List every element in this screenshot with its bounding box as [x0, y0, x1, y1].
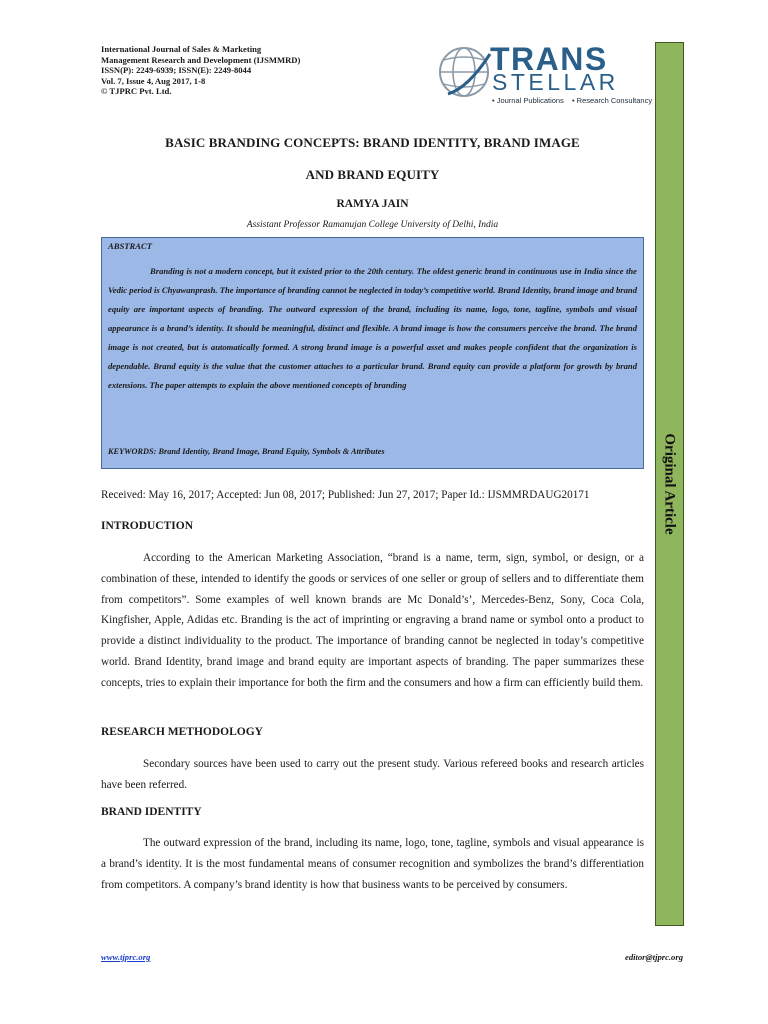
section-heading-methodology: RESEARCH METHODOLOGY: [101, 726, 263, 738]
globe-icon: [438, 44, 492, 102]
logo-tagline-research: • Research Consultancy: [571, 96, 653, 105]
section-heading-brand-identity: BRAND IDENTITY: [101, 806, 202, 818]
logo-tagline-journal: • Journal Publications: [492, 96, 564, 105]
article-type-label: Original Article: [661, 433, 678, 535]
logo-word-trans: TRANS: [490, 41, 608, 77]
section-text-introduction: According to the American Marketing Association, “brand is a name, term, sign, symbol, or design, or a combination of these, intended to identify the goods or services of one seller or group of sellers and to differentiate them from competitors”. Some examples of well known brands are Mc Donald’s’, Mercedes-Benz, Sony, Coca Cola, Kingfisher, Apple, Adidas etc. Branding is the act of imprinting or engraving a brand name or symbol onto a product to provide a distinct individuality to the product. The importance of branding cannot be neglected in today’s competitive world. Brand Identity, brand image and brand equity are important aspects of branding. The paper summarizes these concepts, tries to explain their importance for both the firm and the consumers and how a firm can efficiently build them.: [101, 552, 644, 689]
journal-info-line: International Journal of Sales & Marketing: [101, 44, 262, 54]
author-name: RAMYA JAIN: [336, 198, 409, 210]
transstellar-logo: [438, 41, 653, 108]
journal-info-line: Management Research and Development (IJSMMRD): [101, 54, 301, 65]
section-text-brand-identity: The outward expression of the brand, including its name, logo, tone, tagline, symbols and visual appearance is a brand’s identity. It is the most fundamental means of consumer recognition and symbolizes the brand’s differentiation from competitors. A company’s brand identity is how that business wants to be perceived by consumers.: [101, 837, 644, 891]
section-text-methodology: Secondary sources have been used to carry out the present study. Various refereed books and research articles have been referred.: [101, 758, 644, 791]
logo-tagline: [492, 96, 652, 105]
journal-info-line: ISSN(P): 2249-6939; ISSN(E): 2249-8044: [101, 65, 252, 76]
section-heading-introduction: INTRODUCTION: [101, 520, 194, 532]
footer-email: editor@tjprc.org: [625, 952, 683, 962]
abstract-heading: ABSTRACT: [108, 241, 152, 251]
keywords: KEYWORDS: Brand Identity, Brand Image, Brand Equity, Symbols & Attributes: [108, 447, 385, 456]
abstract-text: Branding is not a modern concept, but it existed prior to the 20th century. The oldest generic brand in continuous use in India since the Vedic period is Chyawanprash. The importance of branding cannot be neglected in today’s competitive world. Brand Identity, brand image and brand equity are important aspects of branding. The outward expression of the brand, including its name, logo, tone, tagline, symbols and visual appearance is a brand’s identity. It should be meaningful, distinct and flexible. A brand image is how the consumers perceive the brand. The brand image is not created, but is automatically formed. A strong brand image is a powerful asset and makes people confident that the organization is dependable. Brand equity is the value that the customer attaches to a particular brand. Brand equity can provide a platform for growth by brand extensions. The paper attempts to explain the above mentioned concepts of branding: [108, 266, 637, 390]
paper-title-line-1: BASIC BRANDING CONCEPTS: BRAND IDENTITY, BRAND IMAGE: [165, 135, 580, 150]
abstract-box: [101, 237, 644, 469]
footer-website-link[interactable]: www.tjprc.org: [101, 952, 151, 962]
author-affiliation: Assistant Professor Ramanujan College University of Delhi, India: [246, 220, 499, 230]
journal-info-line: Vol. 7, Issue 4, Aug 2017, 1-8: [101, 75, 206, 86]
paper-title-line-2: AND BRAND EQUITY: [305, 167, 440, 182]
journal-info-line: © TJPRC Pvt. Ltd.: [101, 86, 172, 97]
publication-dates: Received: May 16, 2017; Accepted: Jun 08, 2017; Published: Jun 27, 2017; Paper Id.: IJSMMRDAUG20171: [101, 489, 590, 501]
logo-word-stellar: STELLAR: [492, 69, 619, 95]
journal-info: [101, 44, 300, 97]
